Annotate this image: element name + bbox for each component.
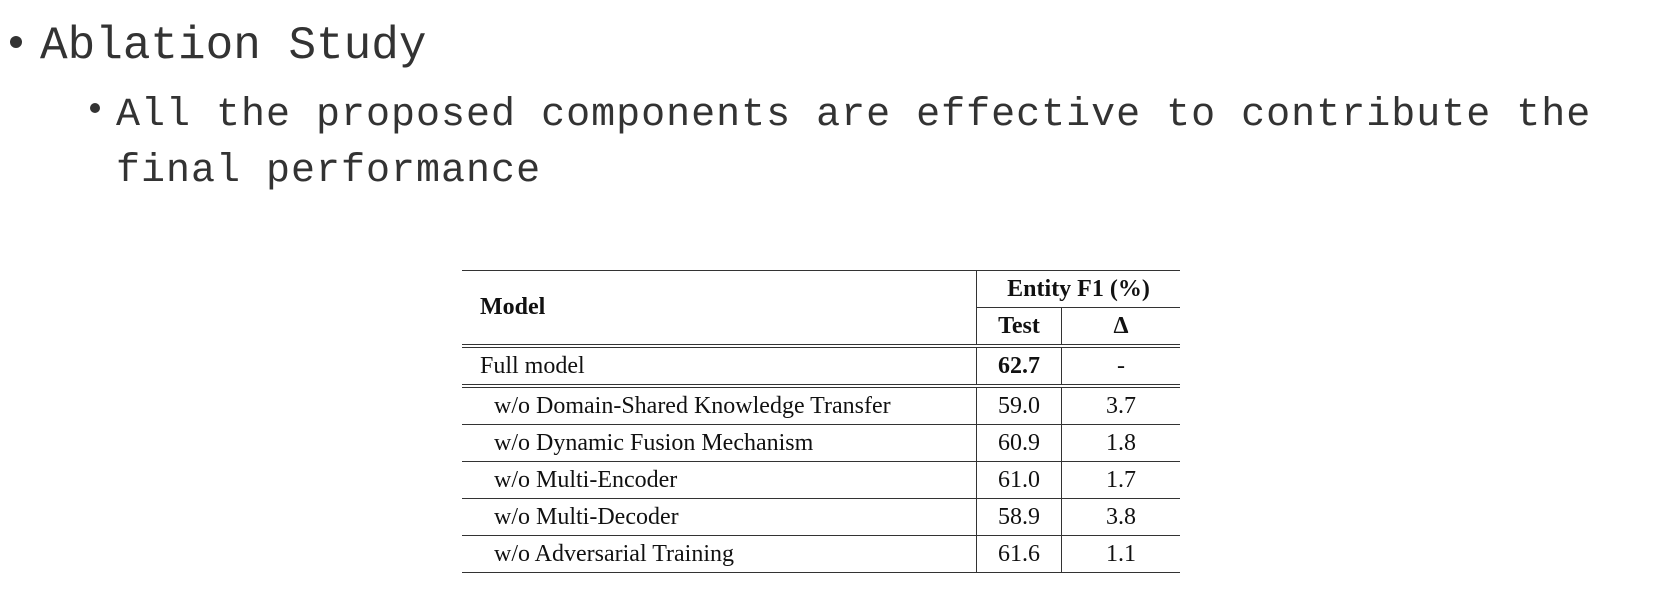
cell-delta: 1.1 <box>1062 536 1181 573</box>
cell-delta: 1.8 <box>1062 425 1181 462</box>
cell-test: 61.6 <box>977 536 1062 573</box>
table-header-row <box>462 271 1180 308</box>
col-header-entity-f1: Entity F1 (%) <box>977 271 1181 308</box>
col-header-model: Model <box>462 271 977 347</box>
cell-test: 61.0 <box>977 462 1062 499</box>
cell-model: w/o Adversarial Training <box>462 536 977 573</box>
table-row-full-model <box>462 346 1180 386</box>
cell-test: 62.7 <box>977 346 1062 386</box>
col-header-test: Test <box>977 308 1062 347</box>
cell-test: 59.0 <box>977 386 1062 425</box>
heading-text: Ablation Study <box>40 20 427 72</box>
cell-delta: 3.8 <box>1062 499 1181 536</box>
table-row <box>462 386 1180 425</box>
cell-delta: 1.7 <box>1062 462 1181 499</box>
bullet-dot-icon <box>90 103 100 113</box>
ablation-table <box>462 270 1180 573</box>
table-row <box>462 462 1180 499</box>
subpoint-text: All the proposed components are effective to contribute the final performance <box>116 93 1592 194</box>
cell-model: w/o Multi-Decoder <box>462 499 977 536</box>
bullet-heading <box>10 18 426 74</box>
cell-model: Full model <box>462 346 977 386</box>
bullet-dot-icon <box>10 36 22 48</box>
cell-model: w/o Domain-Shared Knowledge Transfer <box>462 386 977 425</box>
col-header-delta: Δ <box>1113 312 1129 339</box>
cell-delta: - <box>1062 346 1181 386</box>
table-row <box>462 536 1180 573</box>
bullet-subpoint <box>90 88 1650 200</box>
cell-test: 58.9 <box>977 499 1062 536</box>
results-table <box>462 270 1180 573</box>
cell-delta: 3.7 <box>1062 386 1181 425</box>
table-row <box>462 425 1180 462</box>
cell-model: w/o Dynamic Fusion Mechanism <box>462 425 977 462</box>
cell-model: w/o Multi-Encoder <box>462 462 977 499</box>
table-row <box>462 499 1180 536</box>
cell-test: 60.9 <box>977 425 1062 462</box>
